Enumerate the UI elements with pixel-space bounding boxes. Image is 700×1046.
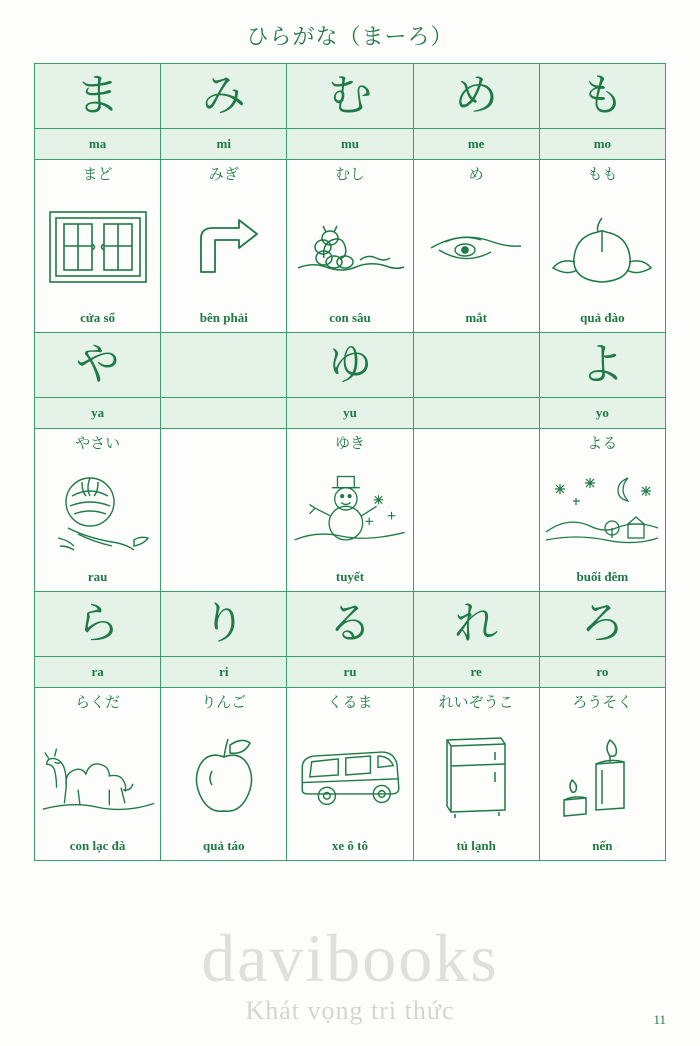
word-mushi: むし — [334, 165, 365, 183]
night-sky-icon — [542, 453, 663, 569]
table-row — [35, 129, 666, 160]
picture-cell-yoru — [539, 429, 665, 592]
snowman-icon — [289, 453, 410, 569]
fridge-icon — [416, 712, 537, 838]
kana-cell-me: め — [413, 64, 539, 129]
picture-cell-me — [413, 160, 539, 333]
romaji-cell-ro: ro — [539, 657, 665, 688]
word-rakuda: らくだ — [75, 693, 121, 711]
word-mado: まど — [82, 165, 113, 183]
watermark-sub: Khát vọng tri thức — [245, 996, 455, 1025]
vegetables-icon — [37, 453, 158, 569]
kana-cell-ma: ま — [35, 64, 161, 129]
meaning-cua-so: cửa sổ — [80, 310, 116, 325]
table-row — [35, 160, 666, 333]
romaji-cell-mu: mu — [287, 129, 413, 160]
word-yoru: よる — [587, 434, 618, 452]
caterpillar-icon — [289, 184, 410, 310]
table-row — [35, 398, 666, 429]
romaji-cell-re: re — [413, 657, 539, 688]
window-icon — [37, 184, 158, 310]
kana-cell-mu: む — [287, 64, 413, 129]
empty-art-2 — [416, 453, 537, 569]
meaning-xe-o-to: xe ô tô — [331, 838, 369, 853]
meaning-mat: mắt — [465, 310, 487, 325]
watermark — [0, 920, 700, 1026]
meaning-qua-tao: quả táo — [203, 838, 245, 853]
kana-cell-ro: ろ — [539, 592, 665, 657]
meaning-con-sau: con sâu — [329, 310, 371, 325]
eye-icon — [416, 184, 537, 310]
table-row — [35, 592, 666, 657]
romaji-cell-ru: ru — [287, 657, 413, 688]
camel-icon — [37, 712, 158, 838]
picture-cell-mushi — [287, 160, 413, 333]
meaning-tuyet: tuyết — [335, 569, 365, 584]
meaning-tu-lanh: tủ lạnh — [456, 838, 496, 853]
word-me: め — [468, 165, 484, 183]
romaji-cell-ma: ma — [35, 129, 161, 160]
word-ringo: りんご — [201, 693, 247, 711]
picture-cell-momo — [539, 160, 665, 333]
meaning-qua-dao: quả đào — [580, 310, 625, 325]
kana-cell-mi: み — [161, 64, 287, 129]
table-row — [35, 333, 666, 398]
romaji-cell-ri: ri — [161, 657, 287, 688]
picture-cell-rousoku — [539, 688, 665, 861]
kana-cell-ru: る — [287, 592, 413, 657]
word-yuki: ゆき — [334, 434, 365, 452]
kana-cell-ra: ら — [35, 592, 161, 657]
kana-cell-blank-2 — [413, 333, 539, 398]
meaning-nen: nến — [592, 838, 613, 853]
picture-cell-migi — [161, 160, 287, 333]
table-row — [35, 64, 666, 129]
romaji-cell-me: me — [413, 129, 539, 160]
page-title: ひらがな（まーろ） — [246, 25, 454, 50]
picture-cell-blank-2 — [413, 429, 539, 592]
watermark-main: davibooks — [201, 920, 499, 996]
kana-cell-ya: や — [35, 333, 161, 398]
peach-icon — [542, 184, 663, 310]
meaning-ben-phai: bên phải — [199, 310, 248, 325]
word-migi: みぎ — [208, 165, 239, 183]
picture-cell-kuruma — [287, 688, 413, 861]
word-kuruma: くるま — [327, 693, 373, 711]
romaji-cell-ya: ya — [35, 398, 161, 429]
picture-cell-rakuda — [35, 688, 161, 861]
word-yasai: やさい — [75, 434, 121, 452]
romaji-cell-blank-1 — [161, 398, 287, 429]
kana-cell-yo: よ — [539, 333, 665, 398]
kana-cell-yu: ゆ — [287, 333, 413, 398]
hiragana-table — [34, 63, 666, 861]
table-row — [35, 657, 666, 688]
apple-icon — [163, 712, 284, 838]
kana-cell-blank-1 — [161, 333, 287, 398]
meaning-buoi-dem: buổi đêm — [576, 569, 629, 584]
picture-cell-yasai — [35, 429, 161, 592]
table-row — [35, 429, 666, 592]
word-rousoku: ろうそく — [572, 693, 633, 711]
picture-cell-mado — [35, 160, 161, 333]
romaji-cell-blank-2 — [413, 398, 539, 429]
picture-cell-reizouko — [413, 688, 539, 861]
romaji-cell-ra: ra — [35, 657, 161, 688]
word-reizouko: れいぞうこ — [438, 693, 514, 711]
right-arrow-icon — [163, 184, 284, 310]
bus-icon — [289, 712, 410, 838]
word-momo: もも — [587, 165, 618, 183]
romaji-cell-mo: mo — [539, 129, 665, 160]
kana-cell-re: れ — [413, 592, 539, 657]
romaji-cell-mi: mi — [161, 129, 287, 160]
meaning-con-lac-da: con lạc đà — [69, 838, 126, 853]
meaning-rau: rau — [87, 569, 108, 584]
romaji-cell-yu: yu — [287, 398, 413, 429]
page-number: 11 — [653, 1012, 666, 1027]
empty-art-1 — [163, 453, 284, 569]
picture-cell-yuki — [287, 429, 413, 592]
romaji-cell-yo: yo — [539, 398, 665, 429]
kana-cell-mo: も — [539, 64, 665, 129]
kana-cell-ri: り — [161, 592, 287, 657]
table-row — [35, 688, 666, 861]
picture-cell-ringo — [161, 688, 287, 861]
picture-cell-blank-1 — [161, 429, 287, 592]
candle-icon — [542, 712, 663, 838]
